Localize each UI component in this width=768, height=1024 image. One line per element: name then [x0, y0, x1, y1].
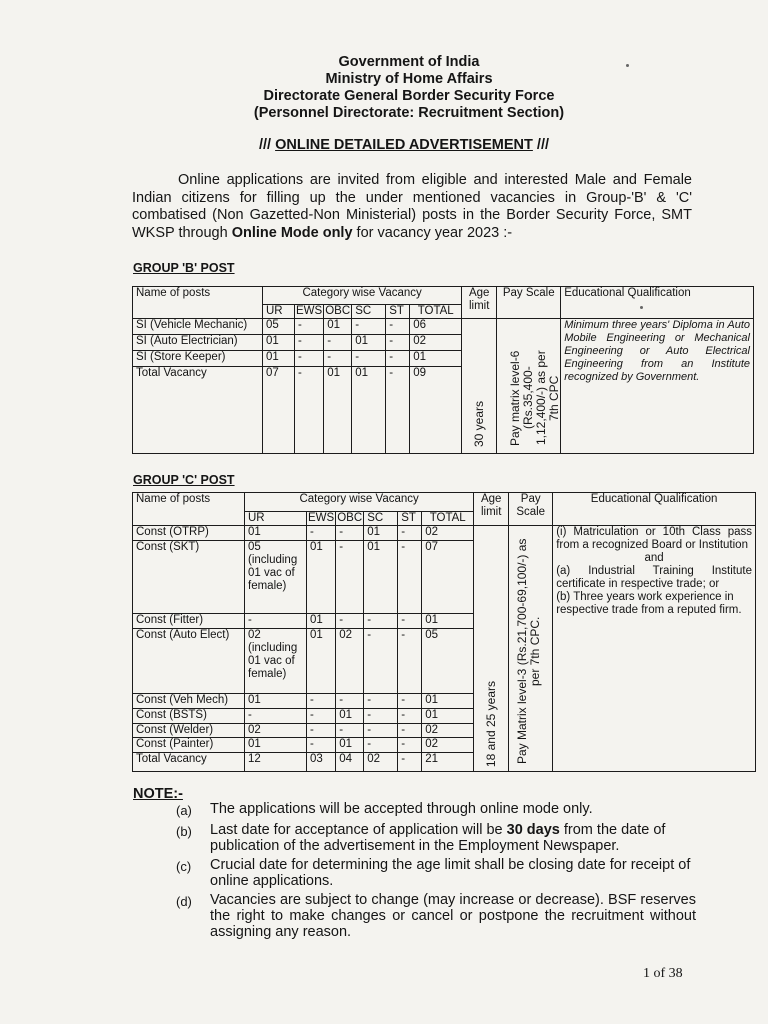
- title-text: ONLINE DETAILED ADVERTISEMENT: [275, 137, 533, 153]
- cell-st: -: [386, 351, 410, 367]
- cell-total: 09: [410, 367, 462, 454]
- post-name: Const (Veh Mech): [133, 694, 245, 709]
- gc-head-pay: Pay Scale: [509, 493, 553, 526]
- cell-obc: -: [336, 723, 364, 738]
- cell-ur: 02 (including 01 vac of female): [245, 629, 307, 694]
- cell-st: -: [398, 723, 422, 738]
- gc-edu-i: (i) Matriculation or 10th Class pass from a recognized Board or Institution: [556, 526, 752, 552]
- cell-ews: 03: [307, 752, 336, 771]
- group-b-table: [132, 286, 754, 454]
- group-c-table: [132, 492, 756, 772]
- scan-speck: [626, 64, 629, 67]
- gc-head-edu: Educational Qualification: [553, 493, 756, 526]
- cell-st: -: [398, 540, 422, 614]
- gb-head-name: Name of posts: [133, 287, 263, 319]
- cell-ews: 01: [307, 629, 336, 694]
- cell-sc: 01: [352, 367, 386, 454]
- cell-sc: -: [364, 614, 398, 629]
- group-b-title: GROUP 'B' POST: [133, 261, 235, 275]
- gb-head-ews: EWS: [296, 305, 323, 317]
- cell-sc: -: [364, 629, 398, 694]
- header-line-1: Government of India: [338, 54, 480, 70]
- gc-head-total: TOTAL: [422, 511, 474, 526]
- cell-sc: -: [352, 351, 386, 367]
- cell-total: 02: [422, 723, 474, 738]
- note-text-bold: 30 days: [506, 822, 560, 838]
- note-label: (a): [176, 803, 192, 818]
- intro-paragraph: [132, 172, 692, 242]
- post-name: SI (Store Keeper): [133, 351, 263, 367]
- cell-st: -: [398, 526, 422, 541]
- header-line-2: Ministry of Home Affairs: [325, 71, 493, 87]
- cell-ews: -: [295, 319, 324, 335]
- notes-title: NOTE:-: [133, 786, 183, 802]
- cell-total: 05: [422, 629, 474, 694]
- cell-ews: -: [307, 738, 336, 753]
- cell-obc: -: [336, 614, 364, 629]
- cell-ur: 05 (including 01 vac of female): [245, 540, 307, 614]
- cell-total: 21: [422, 752, 474, 771]
- cell-total: 01: [422, 708, 474, 723]
- cell-obc: -: [336, 526, 364, 541]
- note-label: (c): [176, 859, 192, 874]
- title-prefix: ///: [258, 137, 276, 153]
- cell-ews: 01: [307, 614, 336, 629]
- cell-ews: -: [307, 708, 336, 723]
- cell-obc: 02: [336, 629, 364, 694]
- gb-pay: Pay matrix level-6 (Rs.35,400-1,12,400/-) as per 7th CPC: [507, 350, 561, 446]
- gc-edu-a: (a) Industrial Training Institute certificate in respective trade; or: [556, 565, 752, 591]
- post-name: Const (Auto Elect): [133, 629, 245, 694]
- cell-ur: 01: [263, 351, 295, 367]
- cell-obc: 01: [336, 708, 364, 723]
- cell-ur: 01: [245, 694, 307, 709]
- cell-sc: 01: [364, 526, 398, 541]
- cell-ews: 01: [307, 540, 336, 614]
- cell-ews: -: [295, 351, 324, 367]
- cell-sc: -: [364, 694, 398, 709]
- cell-obc: 04: [336, 752, 364, 771]
- gb-head-ur: UR: [263, 305, 295, 319]
- scan-speck: [640, 306, 643, 309]
- cell-obc: -: [336, 540, 364, 614]
- note-text: Vacancies are subject to change (may increase or decrease). BSF reserves the right to make changes or cancel or postpone the recruitment without assigning any reason.: [210, 892, 696, 940]
- note-text-pre: Last date for acceptance of application will be: [210, 822, 507, 838]
- gb-edu: Minimum three years' Diploma in Auto Mobile Engineering or Mechanical Engineering or Auto Electrical Engineering from an Institute recognized by Government.: [561, 319, 754, 454]
- post-name: Const (SKT): [133, 540, 245, 614]
- gb-head-sc: SC: [352, 305, 386, 319]
- gc-head-sc: SC: [364, 511, 398, 526]
- cell-obc: -: [324, 335, 352, 351]
- gb-head-pay: Pay Scale: [497, 287, 561, 319]
- post-name: Const (OTRP): [133, 526, 245, 541]
- gc-head-obc: OBC: [336, 511, 364, 526]
- note-label: (b): [176, 824, 192, 839]
- post-name: Const (Fitter): [133, 614, 245, 629]
- cell-st: -: [398, 738, 422, 753]
- cell-st: -: [398, 629, 422, 694]
- gc-head-st: ST: [398, 511, 422, 526]
- gb-age: 30 years: [471, 400, 486, 447]
- cell-obc: 01: [324, 367, 352, 454]
- gb-head-age: Age limit: [462, 287, 497, 319]
- cell-st: -: [398, 752, 422, 771]
- note-label: (d): [176, 894, 192, 909]
- intro-bold: Online Mode only: [231, 224, 353, 241]
- gc-pay-cell: [509, 526, 553, 772]
- cell-sc: -: [364, 738, 398, 753]
- cell-total: 02: [422, 738, 474, 753]
- cell-ews: -: [307, 694, 336, 709]
- table-row: [133, 526, 756, 541]
- gb-pay-cell: [497, 319, 561, 454]
- cell-ews: -: [295, 367, 324, 454]
- post-name: Const (Painter): [133, 738, 245, 753]
- gc-head-ur: UR: [245, 511, 307, 526]
- cell-st: -: [398, 708, 422, 723]
- cell-ur: 02: [245, 723, 307, 738]
- cell-ews: -: [307, 526, 336, 541]
- cell-sc: 01: [352, 335, 386, 351]
- cell-st: -: [386, 319, 410, 335]
- cell-total: 06: [410, 319, 462, 335]
- notes-list: [176, 801, 696, 943]
- post-name: SI (Vehicle Mechanic): [133, 319, 263, 335]
- cell-sc: -: [352, 319, 386, 335]
- intro-text-1: Online applications are invited from eligible and interested Male and Female Indian citizens for filling up the under mentioned vacancies in Group-'B' & 'C' combatised (Non Gazetted-Non Ministerial) posts in the Border Security Force, SMT WKSP through: [132, 172, 692, 241]
- note-text-post: from the date of publication of the advertisement in the Employment Newspaper.: [210, 822, 666, 854]
- note-item: [176, 892, 696, 940]
- cell-ur: 01: [263, 335, 295, 351]
- gb-head-obc: OBC: [325, 305, 351, 317]
- cell-obc: -: [324, 351, 352, 367]
- cell-ews: -: [307, 723, 336, 738]
- note-text: Crucial date for determining the age limit shall be closing date for receipt of online applications.: [210, 857, 691, 889]
- post-name: Total Vacancy: [133, 752, 245, 771]
- cell-total: 02: [410, 335, 462, 351]
- gb-head-st: ST: [386, 305, 410, 319]
- cell-sc: 02: [364, 752, 398, 771]
- cell-ews: -: [295, 335, 324, 351]
- gc-edu-b: (b) Three years work experience in respective trade from a reputed firm.: [556, 591, 742, 617]
- note-text: The applications will be accepted through online mode only.: [210, 801, 593, 817]
- gc-head-category: Category wise Vacancy: [245, 493, 474, 512]
- cell-st: -: [398, 694, 422, 709]
- post-name: Total Vacancy: [133, 367, 263, 454]
- cell-ur: -: [245, 614, 307, 629]
- cell-obc: -: [336, 694, 364, 709]
- cell-sc: 01: [364, 540, 398, 614]
- cell-st: -: [386, 335, 410, 351]
- page-number: 1 of 38: [643, 966, 683, 981]
- cell-sc: -: [364, 708, 398, 723]
- post-name: SI (Auto Electrician): [133, 335, 263, 351]
- cell-total: 01: [410, 351, 462, 367]
- gc-head-ews: EWS: [307, 511, 336, 526]
- gc-edu-and: and: [644, 552, 664, 565]
- cell-st: -: [386, 367, 410, 454]
- gc-head-age: Age limit: [474, 493, 509, 526]
- gb-head-category: Category wise Vacancy: [263, 287, 462, 305]
- note-item: [176, 801, 696, 819]
- post-name: Const (BSTS): [133, 708, 245, 723]
- gc-age: 18 and 25 years: [483, 680, 498, 767]
- intro-text-2: for vacancy year 2023 :-: [352, 224, 513, 241]
- post-name: Const (Welder): [133, 723, 245, 738]
- note-item: [176, 822, 696, 854]
- cell-ur: 12: [245, 752, 307, 771]
- cell-ur: -: [245, 708, 307, 723]
- cell-total: 01: [422, 614, 474, 629]
- gc-age-cell: [474, 526, 509, 772]
- cell-ur: 01: [245, 526, 307, 541]
- gc-head-name: Name of posts: [133, 493, 245, 526]
- gb-head-total: TOTAL: [410, 305, 462, 319]
- cell-total: 01: [422, 694, 474, 709]
- cell-obc: 01: [324, 319, 352, 335]
- gc-edu-cell: [553, 526, 756, 772]
- cell-total: 02: [422, 526, 474, 541]
- note-text: [210, 822, 696, 854]
- cell-sc: -: [364, 723, 398, 738]
- letterhead: [0, 54, 768, 122]
- header-line-4: (Personnel Directorate: Recruitment Section): [253, 105, 565, 121]
- gc-pay: Pay Matrix level-3 (Rs.21,700-69,100/-) as per 7th CPC.: [514, 538, 542, 764]
- table-row: [133, 319, 754, 335]
- note-item: [176, 857, 696, 889]
- header-line-3: Directorate General Border Security Force: [263, 88, 555, 104]
- title-suffix: ///: [532, 137, 550, 153]
- cell-ur: 07: [263, 367, 295, 454]
- cell-total: 07: [422, 540, 474, 614]
- cell-ur: 01: [245, 738, 307, 753]
- gb-head-edu: Educational Qualification: [561, 287, 754, 319]
- advertisement-title: [0, 137, 768, 153]
- group-c-title: GROUP 'C' POST: [133, 473, 235, 487]
- gb-age-cell: [462, 319, 497, 454]
- cell-ur: 05: [263, 319, 295, 335]
- cell-obc: 01: [336, 738, 364, 753]
- cell-st: -: [398, 614, 422, 629]
